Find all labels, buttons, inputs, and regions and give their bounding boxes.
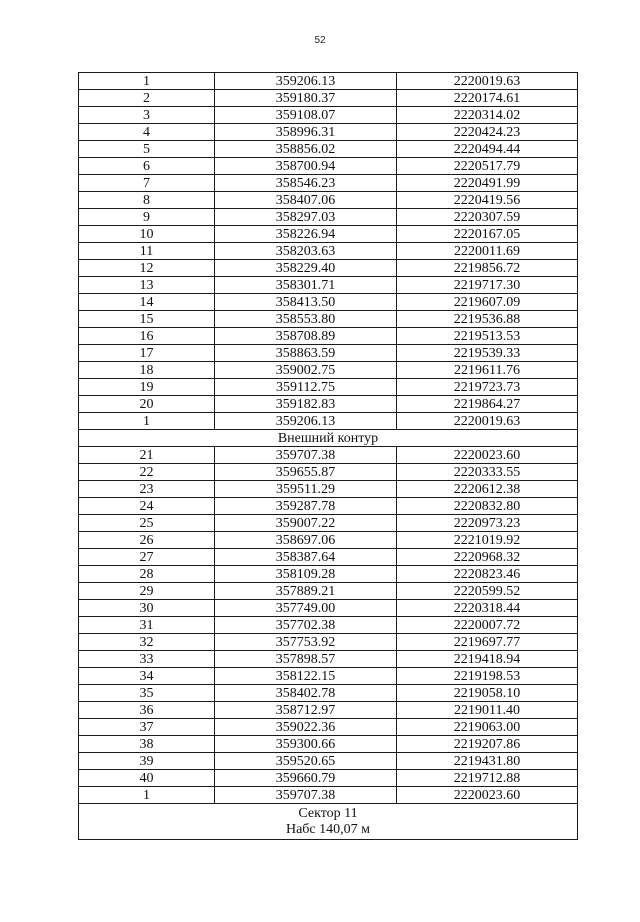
y-coordinate-cell: 2220174.61 bbox=[397, 90, 578, 107]
x-coordinate-cell: 359112.75 bbox=[215, 379, 397, 396]
table-row bbox=[79, 787, 578, 804]
y-coordinate-cell: 2220424.23 bbox=[397, 124, 578, 141]
y-coordinate-cell: 2219611.76 bbox=[397, 362, 578, 379]
y-coordinate-cell: 2220167.05 bbox=[397, 226, 578, 243]
x-coordinate-cell: 359022.36 bbox=[215, 719, 397, 736]
table-row bbox=[79, 277, 578, 294]
footer-row bbox=[79, 804, 578, 840]
y-coordinate-cell: 2220491.99 bbox=[397, 175, 578, 192]
table-row bbox=[79, 192, 578, 209]
point-number-cell: 32 bbox=[79, 634, 215, 651]
table-row bbox=[79, 124, 578, 141]
x-coordinate-cell: 357753.92 bbox=[215, 634, 397, 651]
x-coordinate-cell: 358863.59 bbox=[215, 345, 397, 362]
table-row bbox=[79, 464, 578, 481]
y-coordinate-cell: 2220599.52 bbox=[397, 583, 578, 600]
x-coordinate-cell: 359180.37 bbox=[215, 90, 397, 107]
x-coordinate-cell: 359520.65 bbox=[215, 753, 397, 770]
point-number-cell: 31 bbox=[79, 617, 215, 634]
x-coordinate-cell: 359707.38 bbox=[215, 447, 397, 464]
table-row bbox=[79, 617, 578, 634]
point-number-cell: 27 bbox=[79, 549, 215, 566]
y-coordinate-cell: 2219607.09 bbox=[397, 294, 578, 311]
page-number: 52 bbox=[314, 35, 326, 46]
point-number-cell: 18 bbox=[79, 362, 215, 379]
point-number-cell: 29 bbox=[79, 583, 215, 600]
y-coordinate-cell: 2220419.56 bbox=[397, 192, 578, 209]
y-coordinate-cell: 2221019.92 bbox=[397, 532, 578, 549]
table-row bbox=[79, 481, 578, 498]
table-row bbox=[79, 243, 578, 260]
point-number-cell: 26 bbox=[79, 532, 215, 549]
y-coordinate-cell: 2219513.53 bbox=[397, 328, 578, 345]
x-coordinate-cell: 359300.66 bbox=[215, 736, 397, 753]
point-number-cell: 9 bbox=[79, 209, 215, 226]
point-number-cell: 25 bbox=[79, 515, 215, 532]
height-label: Набс 140,07 м bbox=[285, 822, 371, 837]
point-number-cell: 24 bbox=[79, 498, 215, 515]
x-coordinate-cell: 359287.78 bbox=[215, 498, 397, 515]
point-number-cell: 39 bbox=[79, 753, 215, 770]
y-coordinate-cell: 2220973.23 bbox=[397, 515, 578, 532]
table-row bbox=[79, 685, 578, 702]
x-coordinate-cell: 358301.71 bbox=[215, 277, 397, 294]
x-coordinate-cell: 358407.06 bbox=[215, 192, 397, 209]
x-coordinate-cell: 359182.83 bbox=[215, 396, 397, 413]
y-coordinate-cell: 2220019.63 bbox=[397, 413, 578, 430]
x-coordinate-cell: 358553.80 bbox=[215, 311, 397, 328]
point-number-cell: 12 bbox=[79, 260, 215, 277]
point-number-cell: 6 bbox=[79, 158, 215, 175]
point-number-cell: 1 bbox=[79, 413, 215, 430]
table-row bbox=[79, 634, 578, 651]
point-number-cell: 1 bbox=[79, 787, 215, 804]
y-coordinate-cell: 2219431.80 bbox=[397, 753, 578, 770]
x-coordinate-cell: 358297.03 bbox=[215, 209, 397, 226]
y-coordinate-cell: 2220612.38 bbox=[397, 481, 578, 498]
x-coordinate-cell: 358697.06 bbox=[215, 532, 397, 549]
y-coordinate-cell: 2220314.02 bbox=[397, 107, 578, 124]
point-number-cell: 36 bbox=[79, 702, 215, 719]
y-coordinate-cell: 2220832.80 bbox=[397, 498, 578, 515]
point-number-cell: 5 bbox=[79, 141, 215, 158]
y-coordinate-cell: 2219011.40 bbox=[397, 702, 578, 719]
x-coordinate-cell: 359707.38 bbox=[215, 787, 397, 804]
y-coordinate-cell: 2219712.88 bbox=[397, 770, 578, 787]
table-row bbox=[79, 651, 578, 668]
table-row bbox=[79, 753, 578, 770]
x-coordinate-cell: 357889.21 bbox=[215, 583, 397, 600]
table-row bbox=[79, 226, 578, 243]
table-row bbox=[79, 311, 578, 328]
y-coordinate-cell: 2219198.53 bbox=[397, 668, 578, 685]
table-row bbox=[79, 294, 578, 311]
table-row bbox=[79, 107, 578, 124]
table-row bbox=[79, 719, 578, 736]
x-coordinate-cell: 359511.29 bbox=[215, 481, 397, 498]
point-number-cell: 35 bbox=[79, 685, 215, 702]
y-coordinate-cell: 2219063.00 bbox=[397, 719, 578, 736]
y-coordinate-cell: 2219717.30 bbox=[397, 277, 578, 294]
y-coordinate-cell: 2220023.60 bbox=[397, 447, 578, 464]
table-row bbox=[79, 668, 578, 685]
point-number-cell: 19 bbox=[79, 379, 215, 396]
table-row bbox=[79, 566, 578, 583]
point-number-cell: 4 bbox=[79, 124, 215, 141]
table-row bbox=[79, 532, 578, 549]
point-number-cell: 23 bbox=[79, 481, 215, 498]
table-row bbox=[79, 141, 578, 158]
point-number-cell: 37 bbox=[79, 719, 215, 736]
x-coordinate-cell: 359007.22 bbox=[215, 515, 397, 532]
table-row bbox=[79, 73, 578, 90]
point-number-cell: 17 bbox=[79, 345, 215, 362]
outer-contour-rows bbox=[79, 447, 578, 804]
x-coordinate-cell: 358387.64 bbox=[215, 549, 397, 566]
x-coordinate-cell: 358712.97 bbox=[215, 702, 397, 719]
y-coordinate-cell: 2219207.86 bbox=[397, 736, 578, 753]
table-row bbox=[79, 583, 578, 600]
y-coordinate-cell: 2220968.32 bbox=[397, 549, 578, 566]
y-coordinate-cell: 2219697.77 bbox=[397, 634, 578, 651]
x-coordinate-cell: 359206.13 bbox=[215, 73, 397, 90]
x-coordinate-cell: 357702.38 bbox=[215, 617, 397, 634]
table-row bbox=[79, 90, 578, 107]
point-number-cell: 3 bbox=[79, 107, 215, 124]
footer-cell bbox=[79, 804, 578, 840]
sector-label: Сектор 11 bbox=[298, 806, 358, 821]
table-row bbox=[79, 328, 578, 345]
x-coordinate-cell: 359108.07 bbox=[215, 107, 397, 124]
y-coordinate-cell: 2219864.27 bbox=[397, 396, 578, 413]
x-coordinate-cell: 359660.79 bbox=[215, 770, 397, 787]
y-coordinate-cell: 2219539.33 bbox=[397, 345, 578, 362]
y-coordinate-cell: 2220823.46 bbox=[397, 566, 578, 583]
point-number-cell: 7 bbox=[79, 175, 215, 192]
table-row bbox=[79, 345, 578, 362]
table-row bbox=[79, 209, 578, 226]
point-number-cell: 13 bbox=[79, 277, 215, 294]
point-number-cell: 8 bbox=[79, 192, 215, 209]
point-number-cell: 22 bbox=[79, 464, 215, 481]
table-row bbox=[79, 600, 578, 617]
x-coordinate-cell: 358203.63 bbox=[215, 243, 397, 260]
table-row bbox=[79, 379, 578, 396]
y-coordinate-cell: 2219418.94 bbox=[397, 651, 578, 668]
table-row bbox=[79, 498, 578, 515]
y-coordinate-cell: 2219856.72 bbox=[397, 260, 578, 277]
point-number-cell: 14 bbox=[79, 294, 215, 311]
table-row bbox=[79, 770, 578, 787]
point-number-cell: 21 bbox=[79, 447, 215, 464]
y-coordinate-cell: 2220333.55 bbox=[397, 464, 578, 481]
section-header-row bbox=[79, 430, 578, 447]
table-row bbox=[79, 175, 578, 192]
point-number-cell: 10 bbox=[79, 226, 215, 243]
y-coordinate-cell: 2220318.44 bbox=[397, 600, 578, 617]
x-coordinate-cell: 358229.40 bbox=[215, 260, 397, 277]
section-header-row-group bbox=[79, 430, 578, 447]
table-row bbox=[79, 549, 578, 566]
point-number-cell: 28 bbox=[79, 566, 215, 583]
x-coordinate-cell: 358708.89 bbox=[215, 328, 397, 345]
x-coordinate-cell: 358109.28 bbox=[215, 566, 397, 583]
table-row bbox=[79, 158, 578, 175]
table-row bbox=[79, 260, 578, 277]
footer-row-group bbox=[79, 804, 578, 840]
x-coordinate-cell: 357898.57 bbox=[215, 651, 397, 668]
point-number-cell: 30 bbox=[79, 600, 215, 617]
point-number-cell: 2 bbox=[79, 90, 215, 107]
table-row bbox=[79, 702, 578, 719]
x-coordinate-cell: 357749.00 bbox=[215, 600, 397, 617]
x-coordinate-cell: 358226.94 bbox=[215, 226, 397, 243]
y-coordinate-cell: 2220494.44 bbox=[397, 141, 578, 158]
table-row bbox=[79, 362, 578, 379]
section-label: Внешний контур bbox=[79, 430, 578, 447]
point-number-cell: 1 bbox=[79, 73, 215, 90]
y-coordinate-cell: 2219058.10 bbox=[397, 685, 578, 702]
point-number-cell: 34 bbox=[79, 668, 215, 685]
x-coordinate-cell: 358996.31 bbox=[215, 124, 397, 141]
y-coordinate-cell: 2220019.63 bbox=[397, 73, 578, 90]
x-coordinate-cell: 358413.50 bbox=[215, 294, 397, 311]
point-number-cell: 11 bbox=[79, 243, 215, 260]
coordinates-table bbox=[78, 72, 578, 840]
x-coordinate-cell: 358122.15 bbox=[215, 668, 397, 685]
table-row bbox=[79, 447, 578, 464]
x-coordinate-cell: 359002.75 bbox=[215, 362, 397, 379]
y-coordinate-cell: 2220007.72 bbox=[397, 617, 578, 634]
x-coordinate-cell: 359655.87 bbox=[215, 464, 397, 481]
table-row bbox=[79, 515, 578, 532]
y-coordinate-cell: 2220011.69 bbox=[397, 243, 578, 260]
x-coordinate-cell: 358856.02 bbox=[215, 141, 397, 158]
point-number-cell: 38 bbox=[79, 736, 215, 753]
point-number-cell: 16 bbox=[79, 328, 215, 345]
y-coordinate-cell: 2220517.79 bbox=[397, 158, 578, 175]
point-number-cell: 33 bbox=[79, 651, 215, 668]
x-coordinate-cell: 359206.13 bbox=[215, 413, 397, 430]
y-coordinate-cell: 2219723.73 bbox=[397, 379, 578, 396]
table-row bbox=[79, 396, 578, 413]
point-number-cell: 20 bbox=[79, 396, 215, 413]
x-coordinate-cell: 358700.94 bbox=[215, 158, 397, 175]
table-row bbox=[79, 736, 578, 753]
inner-contour-rows bbox=[79, 73, 578, 430]
x-coordinate-cell: 358546.23 bbox=[215, 175, 397, 192]
point-number-cell: 15 bbox=[79, 311, 215, 328]
point-number-cell: 40 bbox=[79, 770, 215, 787]
y-coordinate-cell: 2220023.60 bbox=[397, 787, 578, 804]
table-row bbox=[79, 413, 578, 430]
x-coordinate-cell: 358402.78 bbox=[215, 685, 397, 702]
y-coordinate-cell: 2220307.59 bbox=[397, 209, 578, 226]
y-coordinate-cell: 2219536.88 bbox=[397, 311, 578, 328]
